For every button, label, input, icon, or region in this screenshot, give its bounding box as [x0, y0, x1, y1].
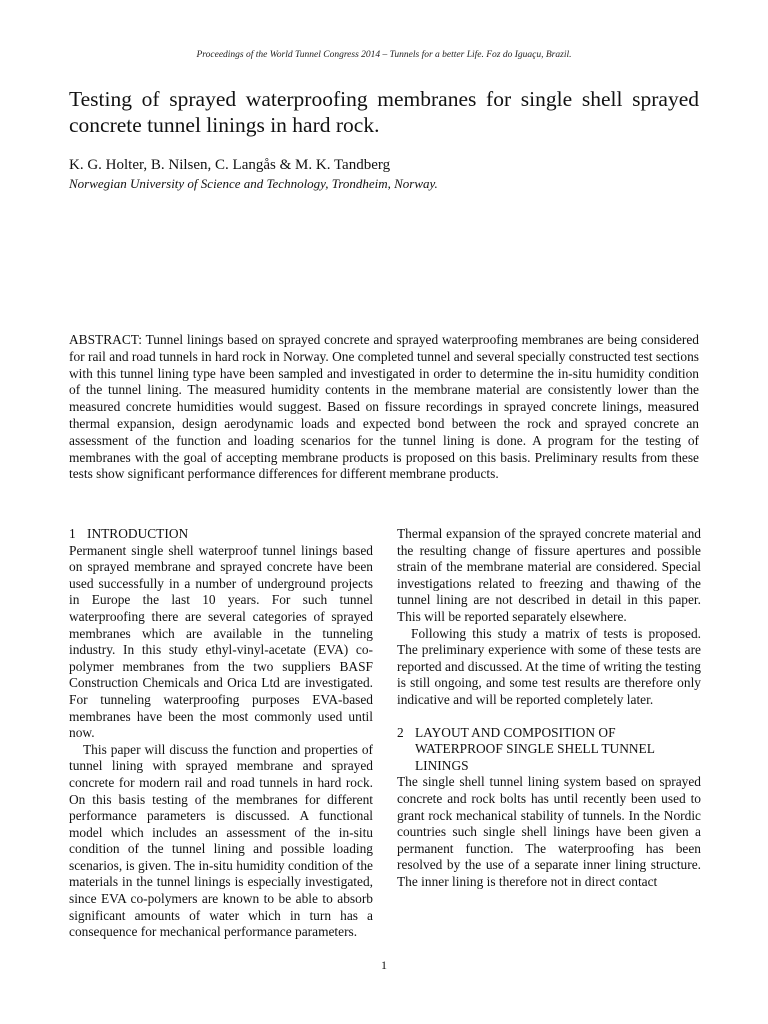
section-1-number: 1	[69, 526, 76, 541]
section-2-number: 2	[397, 724, 404, 740]
section-1-paragraph-2: This paper will discuss the function and properties of tunnel lining with sprayed membrane and sprayed concrete for modern rail and road tunnels in hard rock. On this basis testing of the membranes for different performance parameters is discussed. A functional model which includes an assessment of the in-situ condition of the tunnel lining and possible loading scenarios, is given. The in-situ humidity condition of the materials in the tunnel linings is especially investigated, since EVA co-polymers are known to be able to absorb significant amounts of water which in turn has a consequence for mechanical performance parameters.	[69, 741, 373, 940]
section-1-paragraph-2-continued: Thermal expansion of the sprayed concrete material and the resulting change of fissure apertures and possible strain of the membrane material are considered. Special investigations related to freezing and thawing of the tunnel lining are not described in detail in this paper. This will be reported separately elsewhere.	[397, 526, 701, 624]
abstract: ABSTRACT: Tunnel linings based on sprayed concrete and sprayed waterproofing membranes are being considered for rail and road tunnels in hard rock in Norway. One completed tunnel and several specially constructed test sections with this tunnel lining type have been sampled and investigated in order to determine the in-situ humidity condition of the tunnel lining. The measured humidity contents in the membrane material are consistently lower than the measured concrete humidities would suggest. Based on fissure recordings in sprayed concrete linings, measured thermal expansion, design aerodynamic loads and expected bond between the rock and sprayed concrete an assessment of the function and loading scenarios for the tunnel lining is done. A program for the testing of membranes with the goal of accepting membrane products is proposed on this basis. Preliminary results from these tests show significant performance differences for different membrane products.	[69, 332, 699, 482]
page-number: 1	[381, 958, 387, 972]
section-1-paragraph-1: Permanent single shell waterproof tunnel linings based on sprayed membrane and sprayed concrete have been used successfully in a number of underground projects in Europe the last 10 years. For such tunnel waterproofing there are several categories of sprayed membranes which are available in the tunneling industry. In this study ethyl-vinyl-acetate (EVA) co-polymer membranes from the two suppliers BASF Construction Chemicals and Orica Ltd are investigated. For tunneling waterproofing purposes EVA-based membranes have been the most commonly used until now.	[69, 542, 373, 741]
paper-title: Testing of sprayed waterproofing membranes for single shell sprayed concrete tunnel linings in hard rock.	[69, 87, 699, 137]
section-1-title: INTRODUCTION	[87, 526, 189, 541]
section-1-heading	[69, 526, 373, 543]
proceedings-header: Proceedings of the World Tunnel Congress 2014 – Tunnels for a better Life. Foz do Iguaçu, Brazil.	[196, 50, 572, 60]
section-1-paragraph-3: Following this study a matrix of tests is proposed. The preliminary experience with some of these tests are reported and discussed. At the time of writing the testing is still ongoing, and some test results are therefore only indicative and will be reported completely later.	[397, 625, 701, 707]
section-2-title: LAYOUT AND COMPOSITION OF WATERPROOF SINGLE SHELL TUNNEL LININGS	[415, 724, 655, 773]
author-list: K. G. Holter, B. Nilsen, C. Langås & M. K. Tandberg	[69, 157, 391, 173]
section-2-heading	[397, 725, 701, 775]
right-column	[397, 526, 701, 890]
section-2-paragraph-1: The single shell tunnel lining system based on sprayed concrete and rock bolts has until recently been used to grant rock mechanical stability of tunnels. In the Nordic countries such single shell linings have been given a permanent function. The waterproofing has been resolved by the use of a separate inner lining structure. The inner lining is therefore not in direct contact	[397, 774, 701, 889]
left-column	[69, 526, 373, 941]
author-affiliation: Norwegian University of Science and Technology, Trondheim, Norway.	[69, 176, 438, 191]
